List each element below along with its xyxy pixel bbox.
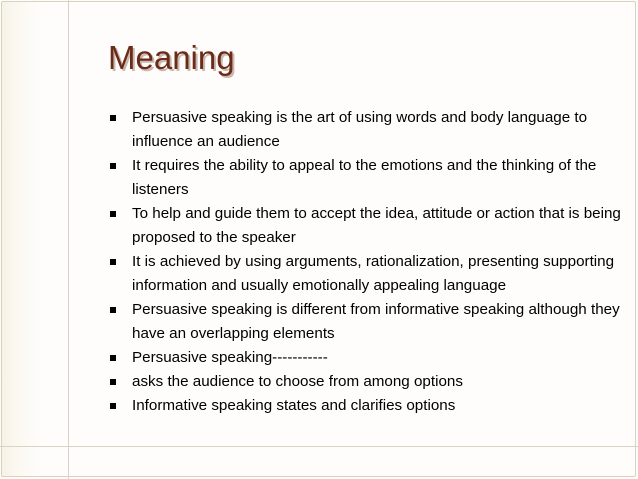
bullet-item bbox=[106, 202, 626, 250]
diamond-bullet-icon bbox=[106, 202, 120, 226]
bullet-text: Persuasive speaking is different from informative speaking although they have an overlapping elements bbox=[132, 301, 620, 342]
bullet-text: asks the audience to choose from among options bbox=[132, 373, 463, 390]
diamond-bullet-icon bbox=[106, 394, 120, 418]
bullet-item bbox=[106, 154, 626, 202]
bullet-text: It requires the ability to appeal to the emotions and the thinking of the listeners bbox=[132, 157, 597, 198]
diamond-bullet-icon bbox=[106, 106, 120, 130]
bullet-item bbox=[106, 250, 626, 298]
bullet-text: Persuasive speaking----------- bbox=[132, 349, 328, 366]
bullet-item bbox=[106, 298, 626, 346]
bullet-item bbox=[106, 106, 626, 154]
bottom-rule-line bbox=[0, 446, 638, 447]
bullet-list bbox=[106, 106, 626, 418]
bullet-text: It is achieved by using arguments, rationalization, presenting supporting information and usually emotionally appealing language bbox=[132, 253, 615, 294]
bullet-item bbox=[106, 370, 626, 394]
diamond-bullet-icon bbox=[106, 154, 120, 178]
bullet-text: To help and guide them to accept the idea, attitude or action that is being proposed to the speaker bbox=[132, 205, 621, 246]
bullet-text: Persuasive speaking is the art of using words and body language to influence an audience bbox=[132, 109, 588, 150]
bullet-text: Informative speaking states and clarifies options bbox=[132, 397, 456, 414]
slide-title: Meaning bbox=[108, 39, 235, 76]
diamond-bullet-icon bbox=[106, 298, 120, 322]
diamond-bullet-icon bbox=[106, 346, 120, 370]
diamond-bullet-icon bbox=[106, 370, 120, 394]
bullet-item bbox=[106, 346, 626, 370]
bullet-item bbox=[106, 394, 626, 418]
left-rule-line bbox=[68, 0, 69, 479]
diamond-bullet-icon bbox=[106, 250, 120, 274]
